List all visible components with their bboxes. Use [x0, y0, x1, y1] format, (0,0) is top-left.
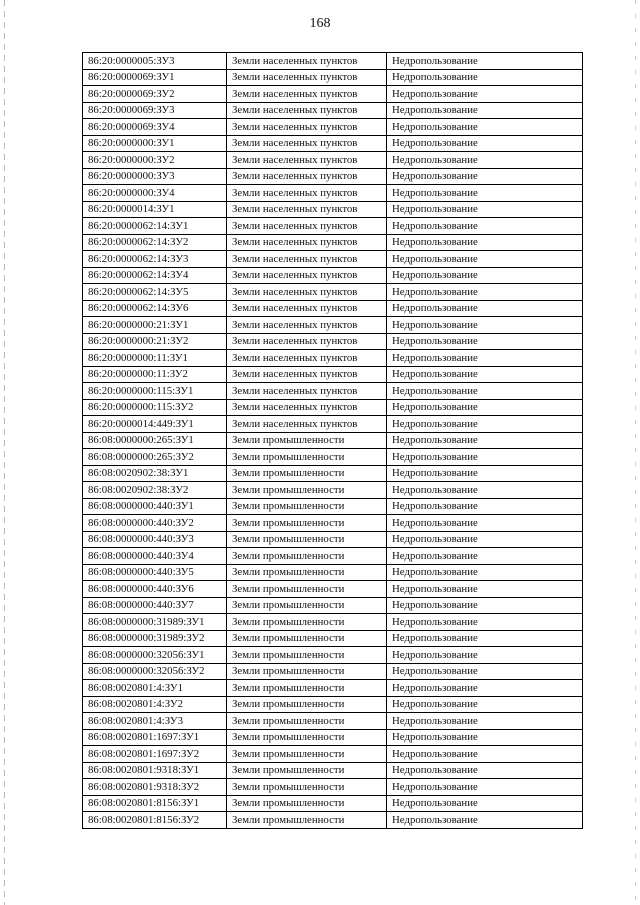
cadastral-number-cell: 86:08:0020902:38:ЗУ2: [83, 482, 227, 499]
permitted-use-cell: Недропользование: [387, 251, 583, 268]
table-row: [83, 548, 583, 565]
cadastral-number-cell: 86:08:0000000:440:ЗУ1: [83, 498, 227, 515]
cadastral-number-cell: 86:20:0000000:21:ЗУ2: [83, 333, 227, 350]
permitted-use-cell: Недропользование: [387, 647, 583, 664]
cadastral-number-cell: 86:20:0000000:115:ЗУ2: [83, 399, 227, 416]
permitted-use-cell: Недропользование: [387, 548, 583, 565]
permitted-use-cell: Недропользование: [387, 465, 583, 482]
permitted-use-cell: Недропользование: [387, 383, 583, 400]
land-category-cell: Земли населенных пунктов: [227, 350, 387, 367]
cadastral-number-cell: 86:08:0020801:4:ЗУ1: [83, 680, 227, 697]
cadastral-number-cell: 86:08:0000000:440:ЗУ6: [83, 581, 227, 598]
land-category-cell: Земли населенных пунктов: [227, 168, 387, 185]
cadastral-number-cell: 86:08:0000000:32056:ЗУ2: [83, 663, 227, 680]
cadastral-number-cell: 86:20:0000069:ЗУ1: [83, 69, 227, 86]
permitted-use-cell: Недропользование: [387, 102, 583, 119]
table-row: [83, 333, 583, 350]
table-row: [83, 663, 583, 680]
cadastral-number-cell: 86:08:0000000:265:ЗУ2: [83, 449, 227, 466]
land-category-cell: Земли промышленности: [227, 482, 387, 499]
land-category-cell: Земли промышленности: [227, 581, 387, 598]
land-category-cell: Земли промышленности: [227, 647, 387, 664]
cadastral-number-cell: 86:20:0000000:ЗУ3: [83, 168, 227, 185]
land-category-cell: Земли населенных пунктов: [227, 333, 387, 350]
permitted-use-cell: Недропользование: [387, 317, 583, 334]
cadastral-number-cell: 86:08:0020902:38:ЗУ1: [83, 465, 227, 482]
permitted-use-cell: Недропользование: [387, 185, 583, 202]
land-category-cell: Земли промышленности: [227, 630, 387, 647]
land-category-cell: Земли промышленности: [227, 762, 387, 779]
land-category-cell: Земли населенных пунктов: [227, 234, 387, 251]
table-row: [83, 350, 583, 367]
cadastral-number-cell: 86:08:0020801:4:ЗУ2: [83, 696, 227, 713]
land-category-cell: Земли населенных пунктов: [227, 218, 387, 235]
permitted-use-cell: Недропользование: [387, 168, 583, 185]
permitted-use-cell: Недропользование: [387, 449, 583, 466]
permitted-use-cell: Недропользование: [387, 762, 583, 779]
table-row: [83, 630, 583, 647]
land-category-cell: Земли промышленности: [227, 597, 387, 614]
cadastral-number-cell: 86:20:0000069:ЗУ2: [83, 86, 227, 103]
permitted-use-cell: Недропользование: [387, 564, 583, 581]
land-category-cell: Земли населенных пунктов: [227, 251, 387, 268]
cadastral-number-cell: 86:08:0000000:440:ЗУ2: [83, 515, 227, 532]
cadastral-number-cell: 86:08:0000000:265:ЗУ1: [83, 432, 227, 449]
land-category-cell: Земли населенных пунктов: [227, 300, 387, 317]
land-plots-table: [82, 52, 583, 829]
table-row: [83, 531, 583, 548]
table-row: [83, 317, 583, 334]
table-row: [83, 135, 583, 152]
permitted-use-cell: Недропользование: [387, 779, 583, 796]
permitted-use-cell: Недропользование: [387, 218, 583, 235]
land-category-cell: Земли промышленности: [227, 465, 387, 482]
cadastral-number-cell: 86:20:0000062:14:ЗУ3: [83, 251, 227, 268]
permitted-use-cell: Недропользование: [387, 680, 583, 697]
land-category-cell: Земли промышленности: [227, 614, 387, 631]
permitted-use-cell: Недропользование: [387, 135, 583, 152]
table-row: [83, 416, 583, 433]
table-row: [83, 399, 583, 416]
permitted-use-cell: Недропользование: [387, 630, 583, 647]
cadastral-number-cell: 86:20:0000000:ЗУ4: [83, 185, 227, 202]
cadastral-number-cell: 86:08:0020801:1697:ЗУ2: [83, 746, 227, 763]
table-row: [83, 168, 583, 185]
land-category-cell: Земли населенных пунктов: [227, 201, 387, 218]
table-row: [83, 53, 583, 70]
land-category-cell: Земли промышленности: [227, 498, 387, 515]
cadastral-number-cell: 86:20:0000000:ЗУ2: [83, 152, 227, 169]
cadastral-number-cell: 86:20:0000069:ЗУ3: [83, 102, 227, 119]
table-row: [83, 498, 583, 515]
permitted-use-cell: Недропользование: [387, 812, 583, 829]
land-category-cell: Земли промышленности: [227, 548, 387, 565]
land-category-cell: Земли населенных пунктов: [227, 119, 387, 136]
permitted-use-cell: Недропользование: [387, 333, 583, 350]
cadastral-number-cell: 86:20:0000062:14:ЗУ4: [83, 267, 227, 284]
table-row: [83, 812, 583, 829]
land-category-cell: Земли населенных пунктов: [227, 399, 387, 416]
table-row: [83, 300, 583, 317]
permitted-use-cell: Недропользование: [387, 531, 583, 548]
table-row: [83, 795, 583, 812]
land-category-cell: Земли населенных пунктов: [227, 284, 387, 301]
permitted-use-cell: Недропользование: [387, 366, 583, 383]
cadastral-number-cell: 86:08:0000000:440:ЗУ5: [83, 564, 227, 581]
permitted-use-cell: Недропользование: [387, 267, 583, 284]
land-category-cell: Земли населенных пунктов: [227, 317, 387, 334]
table-row: [83, 383, 583, 400]
table-row: [83, 102, 583, 119]
table-row: [83, 515, 583, 532]
permitted-use-cell: Недропользование: [387, 416, 583, 433]
permitted-use-cell: Недропользование: [387, 300, 583, 317]
permitted-use-cell: Недропользование: [387, 53, 583, 70]
table-row: [83, 614, 583, 631]
table-row: [83, 185, 583, 202]
cadastral-number-cell: 86:08:0000000:440:ЗУ4: [83, 548, 227, 565]
cadastral-number-cell: 86:08:0020801:4:ЗУ3: [83, 713, 227, 730]
cadastral-number-cell: 86:20:0000014:ЗУ1: [83, 201, 227, 218]
land-category-cell: Земли промышленности: [227, 449, 387, 466]
permitted-use-cell: Недропользование: [387, 498, 583, 515]
page-number: 168: [309, 16, 331, 31]
table-row: [83, 432, 583, 449]
land-category-cell: Земли промышленности: [227, 779, 387, 796]
table-body: [83, 53, 583, 829]
table-row: [83, 69, 583, 86]
table-row: [83, 647, 583, 664]
cadastral-number-cell: 86:08:0020801:1697:ЗУ1: [83, 729, 227, 746]
permitted-use-cell: Недропользование: [387, 597, 583, 614]
cadastral-number-cell: 86:20:0000000:11:ЗУ2: [83, 366, 227, 383]
cadastral-number-cell: 86:20:0000000:21:ЗУ1: [83, 317, 227, 334]
table-row: [83, 465, 583, 482]
scan-edge-right: [635, 0, 636, 905]
cadastral-number-cell: 86:08:0000000:31989:ЗУ2: [83, 630, 227, 647]
cadastral-number-cell: 86:20:0000062:14:ЗУ5: [83, 284, 227, 301]
cadastral-number-cell: 86:20:0000062:14:ЗУ2: [83, 234, 227, 251]
table-row: [83, 152, 583, 169]
table-row: [83, 119, 583, 136]
permitted-use-cell: Недропользование: [387, 152, 583, 169]
cadastral-number-cell: 86:20:0000062:14:ЗУ6: [83, 300, 227, 317]
table-row: [83, 564, 583, 581]
table-row: [83, 449, 583, 466]
table-row: [83, 779, 583, 796]
permitted-use-cell: Недропользование: [387, 581, 583, 598]
permitted-use-cell: Недропользование: [387, 201, 583, 218]
table-row: [83, 713, 583, 730]
permitted-use-cell: Недропользование: [387, 663, 583, 680]
permitted-use-cell: Недропользование: [387, 729, 583, 746]
cadastral-number-cell: 86:20:0000005:ЗУ3: [83, 53, 227, 70]
permitted-use-cell: Недропользование: [387, 614, 583, 631]
table-row: [83, 746, 583, 763]
table-row: [83, 218, 583, 235]
land-category-cell: Земли промышленности: [227, 746, 387, 763]
cadastral-number-cell: 86:08:0000000:32056:ЗУ1: [83, 647, 227, 664]
land-category-cell: Земли населенных пунктов: [227, 267, 387, 284]
land-category-cell: Земли промышленности: [227, 696, 387, 713]
land-category-cell: Земли населенных пунктов: [227, 102, 387, 119]
land-category-cell: Земли населенных пунктов: [227, 185, 387, 202]
land-category-cell: Земли населенных пунктов: [227, 135, 387, 152]
land-category-cell: Земли населенных пунктов: [227, 383, 387, 400]
scan-edge-left: [4, 0, 5, 905]
cadastral-number-cell: 86:08:0020801:8156:ЗУ2: [83, 812, 227, 829]
permitted-use-cell: Недропользование: [387, 350, 583, 367]
land-category-cell: Земли населенных пунктов: [227, 366, 387, 383]
table-row: [83, 201, 583, 218]
table-row: [83, 680, 583, 697]
table-row: [83, 482, 583, 499]
land-category-cell: Земли населенных пунктов: [227, 86, 387, 103]
land-category-cell: Земли промышленности: [227, 531, 387, 548]
permitted-use-cell: Недропользование: [387, 399, 583, 416]
table-row: [83, 267, 583, 284]
land-category-cell: Земли промышленности: [227, 812, 387, 829]
land-category-cell: Земли промышленности: [227, 680, 387, 697]
land-category-cell: Земли промышленности: [227, 432, 387, 449]
table-row: [83, 762, 583, 779]
land-category-cell: Земли промышленности: [227, 729, 387, 746]
permitted-use-cell: Недропользование: [387, 284, 583, 301]
land-category-cell: Земли промышленности: [227, 713, 387, 730]
table-row: [83, 581, 583, 598]
table-row: [83, 597, 583, 614]
cadastral-number-cell: 86:08:0020801:8156:ЗУ1: [83, 795, 227, 812]
cadastral-number-cell: 86:08:0020801:9318:ЗУ2: [83, 779, 227, 796]
permitted-use-cell: Недропользование: [387, 234, 583, 251]
table-row: [83, 366, 583, 383]
permitted-use-cell: Недропользование: [387, 795, 583, 812]
land-category-cell: Земли промышленности: [227, 795, 387, 812]
land-category-cell: Земли населенных пунктов: [227, 416, 387, 433]
table-row: [83, 86, 583, 103]
land-category-cell: Земли населенных пунктов: [227, 152, 387, 169]
cadastral-number-cell: 86:20:0000069:ЗУ4: [83, 119, 227, 136]
permitted-use-cell: Недропользование: [387, 515, 583, 532]
permitted-use-cell: Недропользование: [387, 696, 583, 713]
table-row: [83, 696, 583, 713]
permitted-use-cell: Недропользование: [387, 746, 583, 763]
cadastral-number-cell: 86:20:0000014:449:ЗУ1: [83, 416, 227, 433]
permitted-use-cell: Недропользование: [387, 86, 583, 103]
permitted-use-cell: Недропользование: [387, 69, 583, 86]
cadastral-number-cell: 86:08:0020801:9318:ЗУ1: [83, 762, 227, 779]
permitted-use-cell: Недропользование: [387, 713, 583, 730]
cadastral-number-cell: 86:08:0000000:440:ЗУ3: [83, 531, 227, 548]
cadastral-number-cell: 86:20:0000000:11:ЗУ1: [83, 350, 227, 367]
land-category-cell: Земли населенных пунктов: [227, 69, 387, 86]
permitted-use-cell: Недропользование: [387, 432, 583, 449]
table-row: [83, 234, 583, 251]
cadastral-number-cell: 86:08:0000000:31989:ЗУ1: [83, 614, 227, 631]
land-category-cell: Земли промышленности: [227, 515, 387, 532]
table-row: [83, 729, 583, 746]
land-category-cell: Земли промышленности: [227, 663, 387, 680]
table-row: [83, 251, 583, 268]
land-category-cell: Земли населенных пунктов: [227, 53, 387, 70]
cadastral-number-cell: 86:08:0000000:440:ЗУ7: [83, 597, 227, 614]
land-category-cell: Земли промышленности: [227, 564, 387, 581]
table-row: [83, 284, 583, 301]
cadastral-number-cell: 86:20:0000062:14:ЗУ1: [83, 218, 227, 235]
permitted-use-cell: Недропользование: [387, 119, 583, 136]
permitted-use-cell: Недропользование: [387, 482, 583, 499]
cadastral-number-cell: 86:20:0000000:ЗУ1: [83, 135, 227, 152]
cadastral-number-cell: 86:20:0000000:115:ЗУ1: [83, 383, 227, 400]
